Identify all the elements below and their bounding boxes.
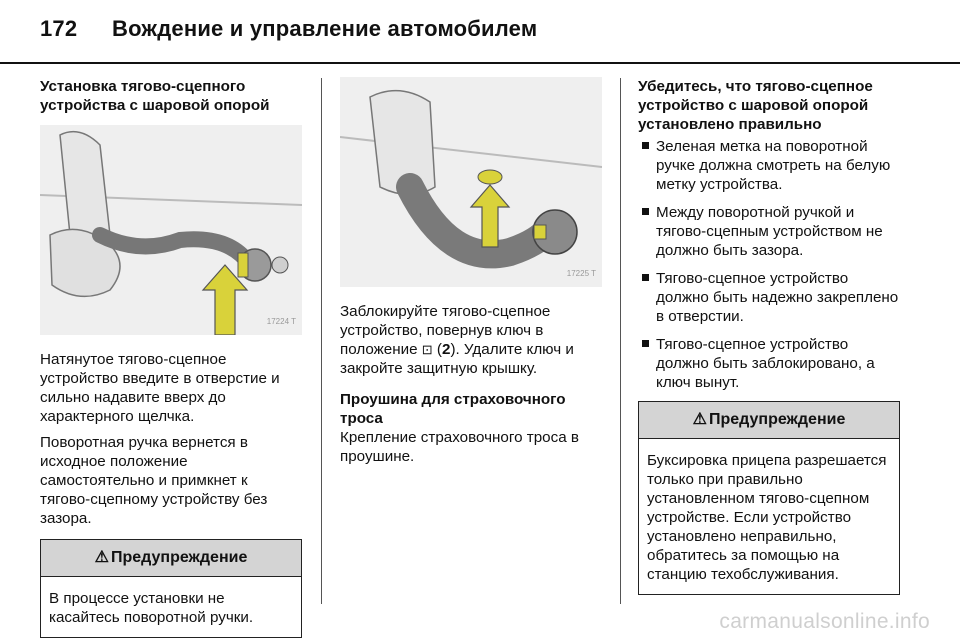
warning-triangle-icon: ⚠: [692, 411, 707, 428]
warning-box: [638, 401, 900, 595]
section-subtitle-eyelet: Проушина для страховочного троса: [340, 391, 566, 427]
lock-icon: ⊡: [421, 342, 433, 357]
page-title: Вождение и управление автомобилем: [112, 16, 538, 41]
list-item: Зеленая метка на поворотной ручке должна смотреть на белую метку устройства.: [638, 137, 900, 194]
page-number: 172: [40, 16, 78, 41]
column-1: [40, 77, 302, 638]
checklist: [638, 137, 900, 392]
warning-text: В процессе установки не касайтесь поворотной ручки.: [49, 590, 254, 626]
paragraph: Крепление страховочного троса в проушине.: [340, 429, 579, 465]
towbar-insert-drawing: [40, 125, 302, 335]
warning-triangle-icon: ⚠: [94, 549, 109, 566]
section-subtitle-install: Установка тягово-сцепного устройства с шаровой опорой: [40, 78, 270, 114]
column-divider-1: [321, 78, 322, 604]
figure-number: 17224 T: [266, 317, 296, 326]
warning-header: [41, 540, 301, 577]
list-item: Тягово-сцепное устройство должно быть заблокировано, а ключ вынут.: [638, 335, 900, 392]
column-divider-2: [620, 78, 621, 604]
paragraph-lock: Заблокируйте тягово-сцепное устройство, повернув ключ в положение ⊡ (2). Удалите ключ и закройте защитную крышку.: [340, 303, 574, 377]
header-rule: [0, 62, 960, 64]
illustration-install-towbar: [40, 125, 302, 335]
towbar-lock-drawing: [340, 77, 602, 287]
paragraph: Поворотная ручка вернется в исходное положение самостоятельно и примкнет к тягово-сцепному устройству без зазора.: [40, 434, 268, 527]
warning-text: Буксировка прицепа разрешается только при правильно установленном тягово-сцепном устройстве. Если устройство установлено неправильно, обратитесь за помощью на станцию техобслуживания.: [647, 452, 887, 583]
illustration-lock-towbar: [340, 77, 602, 287]
list-item: Между поворотной ручкой и тягово-сцепным устройством не должно быть зазора.: [638, 203, 900, 260]
column-2: [340, 77, 602, 473]
warning-header: [639, 402, 899, 439]
column-3: [638, 77, 900, 595]
warning-box: [40, 539, 302, 638]
watermark: carmanualsonline.info: [719, 610, 930, 633]
figure-number: 17225 T: [566, 269, 596, 278]
section-subtitle-check: Убедитесь, что тягово-сцепное устройство с шаровой опорой установлено правильно: [638, 78, 873, 133]
paragraph: Натянутое тягово-сцепное устройство введите в отверстие и сильно надавите вверх до характерного щелчка.: [40, 351, 280, 425]
warning-title: Предупреждение: [709, 411, 846, 428]
page-header: [40, 16, 537, 42]
warning-title: Предупреждение: [111, 549, 248, 566]
list-item: Тягово-сцепное устройство должно быть надежно закреплено в отверстии.: [638, 269, 900, 326]
